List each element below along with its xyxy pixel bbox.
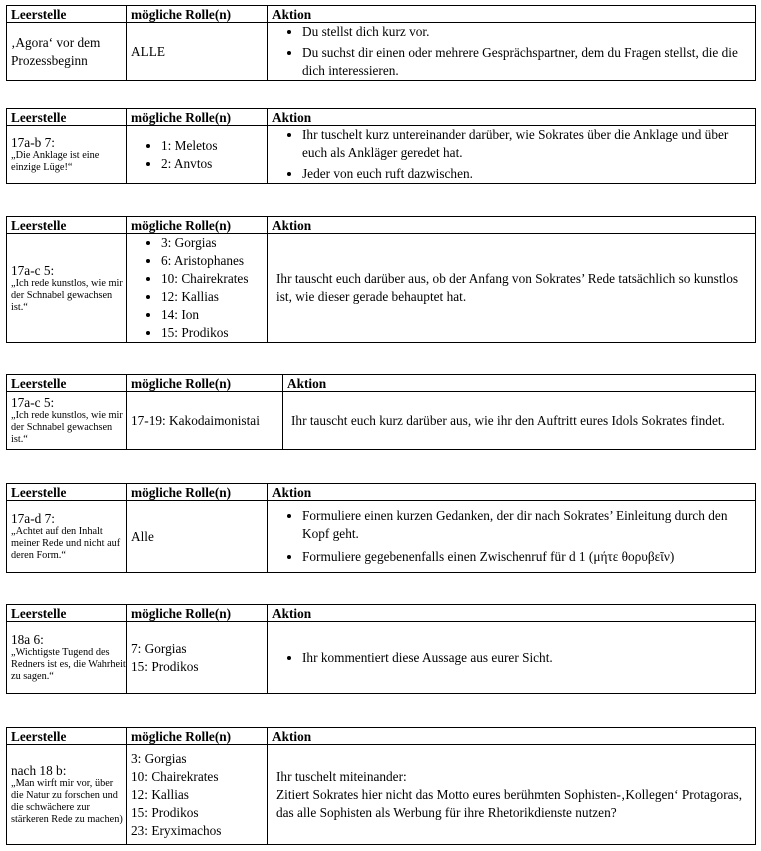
rolle-item: 7: Gorgias bbox=[131, 640, 187, 656]
aktion-intro: Ihr tuschelt miteinander: bbox=[276, 768, 407, 784]
rolle-cell bbox=[127, 745, 268, 845]
table-header-row bbox=[7, 728, 756, 745]
header-aktion: Aktion bbox=[268, 728, 756, 745]
header-leerstelle: Leerstelle bbox=[7, 6, 127, 23]
passage-quote: „Wichtigste Tugend des Redners ist es, die Wahrheit zu sagen.“ bbox=[11, 647, 126, 682]
aktion-item: • Du stellst dich kurz vor. bbox=[302, 23, 755, 41]
rolle-item: 15: Prodikos bbox=[131, 804, 199, 820]
rolle-item: • 10: Chairekrates bbox=[161, 270, 267, 288]
passage-reference: 17a-b 7: bbox=[11, 135, 55, 150]
leerstelle-cell bbox=[7, 622, 127, 694]
aktion-cell bbox=[268, 745, 756, 845]
header-aktion: Aktion bbox=[268, 109, 756, 126]
header-rolle: mögliche Rolle(n) bbox=[127, 6, 268, 23]
rolle-item: 3: Gorgias bbox=[131, 750, 187, 766]
header-aktion: Aktion bbox=[268, 605, 756, 622]
role-table-7 bbox=[6, 727, 756, 845]
passage-quote: „Ich rede kunstlos, wie mir der Schnabel gewachsen ist.“ bbox=[11, 410, 123, 445]
role-table-1 bbox=[6, 5, 756, 81]
header-rolle: mögliche Rolle(n) bbox=[127, 484, 268, 501]
header-aktion: Aktion bbox=[268, 484, 756, 501]
passage-reference: 18a 6: bbox=[11, 632, 44, 647]
header-leerstelle: Leerstelle bbox=[7, 109, 127, 126]
passage-quote: „Achtet auf den Inhalt meiner Rede und nicht auf deren Form.“ bbox=[11, 526, 121, 561]
header-leerstelle: Leerstelle bbox=[7, 484, 127, 501]
leerstelle-cell bbox=[7, 392, 127, 450]
rolle-cell bbox=[127, 126, 268, 184]
header-rolle: mögliche Rolle(n) bbox=[127, 605, 268, 622]
table-header-row bbox=[7, 6, 756, 23]
aktion-item: • Du suchst dir einen oder mehrere Gesprächspartner, dem du Fragen stellst, die die dich interessieren. bbox=[302, 44, 755, 80]
rolle-item: 23: Eryximachos bbox=[131, 822, 222, 838]
header-leerstelle: Leerstelle bbox=[7, 375, 127, 392]
passage-reference: nach 18 b: bbox=[11, 763, 67, 778]
rolle-item: 12: Kallias bbox=[131, 786, 189, 802]
rolle-item: 10: Chairekrates bbox=[131, 768, 219, 784]
table-header-row bbox=[7, 375, 756, 392]
table-header-row bbox=[7, 484, 756, 501]
role-table-3 bbox=[6, 216, 756, 343]
rolle-cell: ALLE bbox=[127, 23, 268, 81]
rolle-item: • 2: Anvtos bbox=[161, 155, 267, 173]
passage-quote: „Die Anklage ist eine einzige Lüge!“ bbox=[11, 150, 100, 173]
table-row bbox=[7, 234, 756, 343]
rolle-item: 15: Prodikos bbox=[131, 658, 199, 674]
leerstelle-cell: ‚Agora‘ vor dem Prozessbeginn bbox=[7, 23, 127, 81]
aktion-cell: Ihr tauscht euch darüber aus, ob der Anfang von Sokrates’ Rede tatsächlich so kunstlos ist, wie dieser gerade behauptet hat. bbox=[268, 234, 756, 343]
aktion-item: • Ihr tuschelt kurz untereinander darüber, wie Sokrates über die Anklage und über euch als Ankläger geredet hat. bbox=[302, 126, 755, 162]
leerstelle-cell bbox=[7, 126, 127, 184]
aktion-item: • Formuliere gegebenenfalls einen Zwischenruf für d 1 (μήτε θορυβεῖν) bbox=[302, 548, 755, 566]
rolle-item: • 1: Meletos bbox=[161, 137, 267, 155]
aktion-item: • Jeder von euch ruft dazwischen. bbox=[302, 165, 755, 183]
table-row bbox=[7, 501, 756, 573]
table-row bbox=[7, 622, 756, 694]
passage-quote: „Ich rede kunstlos, wie mir der Schnabel gewachsen ist.“ bbox=[11, 277, 123, 313]
rolle-item: • 15: Prodikos bbox=[161, 324, 267, 342]
aktion-item: • Formuliere einen kurzen Gedanken, der dir nach Sokrates’ Einleitung durch den Kopf geht. bbox=[302, 507, 755, 543]
header-aktion: Aktion bbox=[283, 375, 756, 392]
role-table-2 bbox=[6, 108, 756, 184]
rolle-item: • 14: Ion bbox=[161, 306, 267, 324]
table-header-row bbox=[7, 217, 756, 234]
header-leerstelle: Leerstelle bbox=[7, 217, 127, 234]
header-leerstelle: Leerstelle bbox=[7, 605, 127, 622]
table-row bbox=[7, 745, 756, 845]
leerstelle-cell bbox=[7, 234, 127, 343]
rolle-cell: Alle bbox=[127, 501, 268, 573]
aktion-question: Zitiert Sokrates hier nicht das Motto eures berühmten Sophisten-‚Kollegen‘ Protagoras, das alle Sophisten als Werbung für ihre Rhetorikdienste nutzen? bbox=[276, 786, 743, 820]
aktion-cell bbox=[268, 126, 756, 184]
table-header-row bbox=[7, 109, 756, 126]
header-leerstelle: Leerstelle bbox=[7, 728, 127, 745]
table-row bbox=[7, 392, 756, 450]
header-rolle: mögliche Rolle(n) bbox=[127, 728, 268, 745]
passage-reference: 17a-c 5: bbox=[11, 395, 55, 410]
role-table-4 bbox=[6, 374, 756, 450]
header-rolle: mögliche Rolle(n) bbox=[127, 109, 268, 126]
aktion-item: • Ihr kommentiert diese Aussage aus eurer Sicht. bbox=[302, 649, 755, 667]
table-header-row bbox=[7, 605, 756, 622]
role-table-5 bbox=[6, 483, 756, 573]
passage-quote: „Man wirft mir vor, über die Natur zu forschen und die schwächere zur stärkeren Rede zu machen) bbox=[11, 778, 123, 825]
table-row bbox=[7, 126, 756, 184]
aktion-cell bbox=[268, 501, 756, 573]
aktion-cell: Ihr tauscht euch kurz darüber aus, wie ihr den Auftritt eures Idols Sokrates findet. bbox=[283, 392, 756, 450]
leerstelle-cell bbox=[7, 501, 127, 573]
header-rolle: mögliche Rolle(n) bbox=[127, 375, 283, 392]
passage-reference: 17a-c 5: bbox=[11, 262, 55, 278]
rolle-cell: 17-19: Kakodaimonistai bbox=[127, 392, 283, 450]
rolle-item: • 12: Kallias bbox=[161, 288, 267, 306]
rolle-cell bbox=[127, 622, 268, 694]
rolle-item: • 3: Gorgias bbox=[161, 234, 267, 252]
header-aktion: Aktion bbox=[268, 6, 756, 23]
rolle-item: • 6: Aristophanes bbox=[161, 252, 267, 270]
leerstelle-cell bbox=[7, 745, 127, 845]
header-rolle: mögliche Rolle(n) bbox=[127, 217, 268, 234]
aktion-cell bbox=[268, 23, 756, 81]
passage-reference: 17a-d 7: bbox=[11, 511, 55, 526]
table-row bbox=[7, 23, 756, 81]
role-table-6 bbox=[6, 604, 756, 694]
aktion-cell bbox=[268, 622, 756, 694]
rolle-cell bbox=[127, 234, 268, 343]
header-aktion: Aktion bbox=[268, 217, 756, 234]
